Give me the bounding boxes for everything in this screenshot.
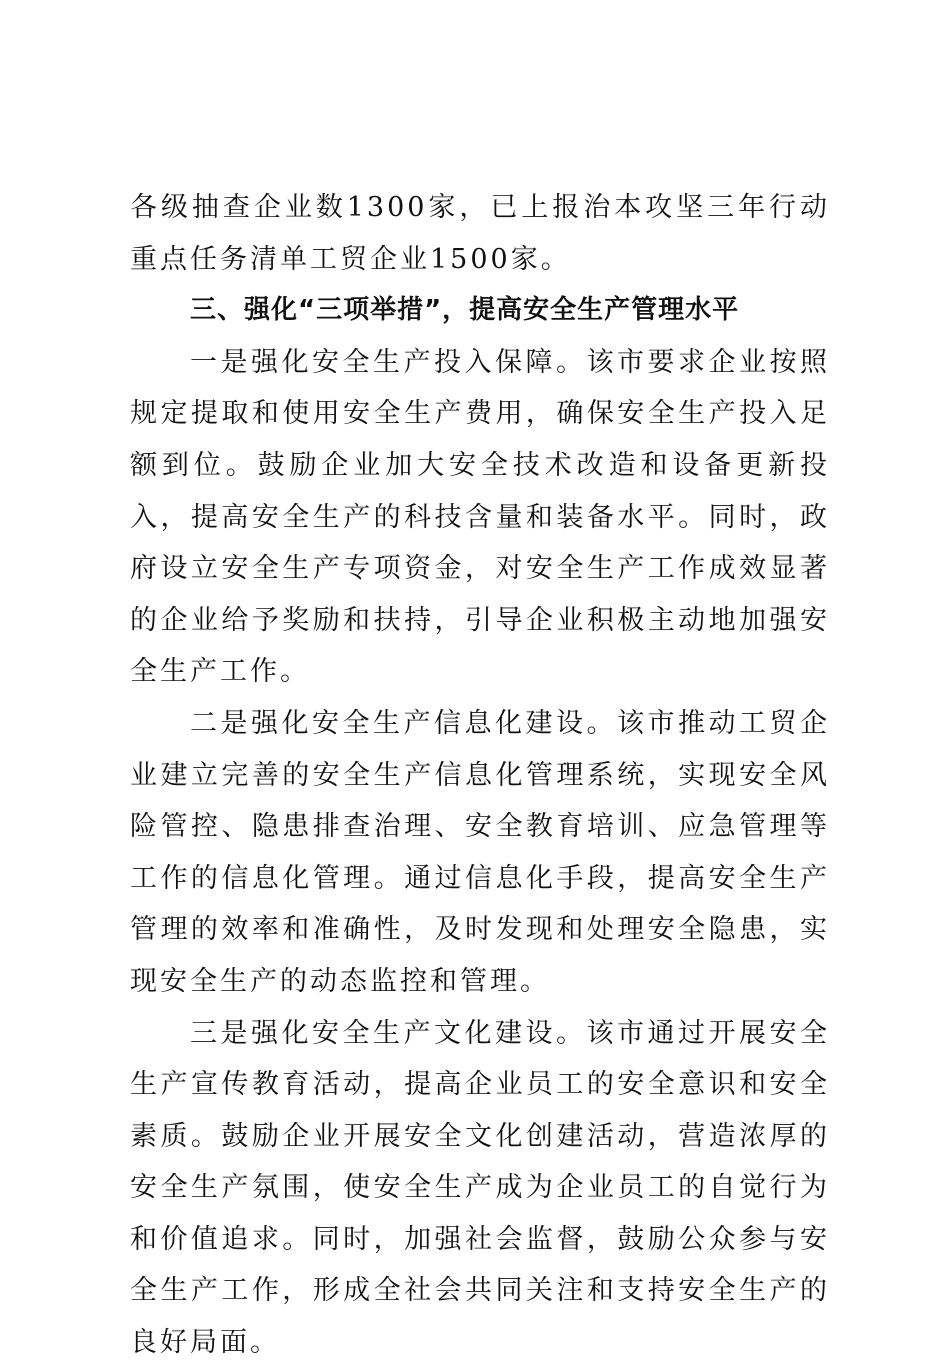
document-body (130, 182, 830, 1369)
paragraph-informatization: 二是强化安全生产信息化建设。该市推动工贸企业建立完善的安全生产信息化管理系统，实现安全风险管控、隐患排查治理、安全教育培训、应急管理等工作的信息化管理。通过信息化手段，提高安全生产管理的效率和准确性，及时发现和处理安全隐患，实现安全生产的动态监控和管理。 (130, 707, 830, 997)
paragraph-culture: 三是强化安全生产文化建设。该市通过开展安全生产宣传教育活动，提高企业员工的安全意识和安全素质。鼓励企业开展安全文化创建活动，营造浓厚的安全生产氛围，使安全生产成为企业员工的自觉行为和价值追求。同时，加强社会监督，鼓励公众参与安全生产工作，形成全社会共同关注和支持安全生产的良好局面。 (130, 1017, 830, 1359)
paragraph-investment: 一是强化安全生产投入保障。该市要求企业按照规定提取和使用安全生产费用，确保安全生产投入足额到位。鼓励企业加大安全技术改造和设备更新投入，提高安全生产的科技含量和装备水平。同时，政府设立安全生产专项资金，对安全生产工作成效显著的企业给予奖励和扶持，引导企业积极主动地加强安全生产工作。 (130, 346, 830, 688)
continuation-paragraph: 各级抽查企业数1300家，已上报治本攻坚三年行动重点任务清单工贸企业1500家。 (130, 192, 830, 275)
section-heading: 三、强化“三项举措”，提高安全生产管理水平 (190, 295, 740, 326)
